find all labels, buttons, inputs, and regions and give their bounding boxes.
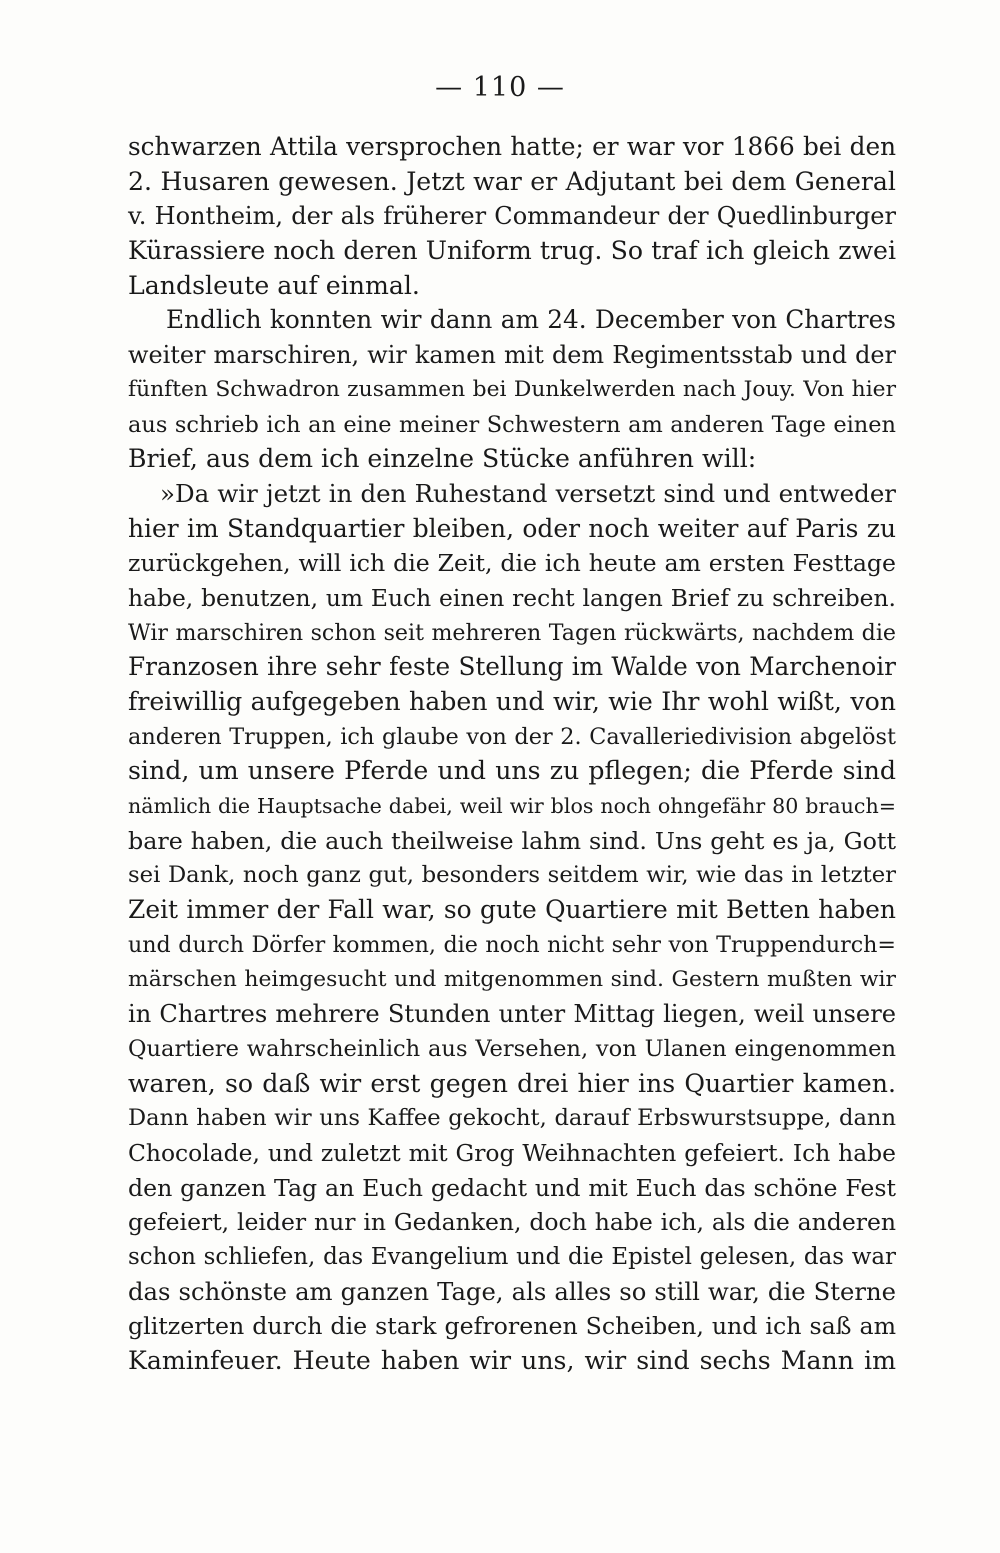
text-line: Zeit immer der Fall war, so gute Quartiere mit Betten haben [128,895,896,925]
text-line: v. Hontheim, der als früherer Commandeur der Quedlinburger [128,202,896,231]
text-line: das schönste am ganzen Tage, als alles so still war, die Sterne [128,1276,896,1306]
text-line: bare haben, die auch theilweise lahm sind. Uns geht es ja, Gott [128,826,896,855]
text-line: Quartiere wahrscheinlich aus Versehen, von Ulanen eingenommen [128,1035,896,1062]
text-line: Wir marschiren schon seit mehreren Tagen rückwärts, nachdem die [128,619,896,646]
text-line: sind, um unsere Pferde und uns zu pflegen; die Pferde sind [128,756,896,786]
text-line-paragraph-start: Endlich konnten wir dann am 24. December von Chartres [166,305,896,335]
text-line: zurückgehen, will ich die Zeit, die ich heute am ersten Festtage [128,549,896,578]
text-line: sei Dank, noch ganz gut, besonders seitdem wir, wie das in letzter [128,862,896,889]
text-line: Chocolade, und zuletzt mit Grog Weihnachten gefeiert. Ich habe [128,1138,896,1167]
text-line: märschen heimgesucht und mitgenommen sind. Gestern mußten wir [128,966,896,992]
text-line: habe, benutzen, um Euch einen recht langen Brief zu schreiben. [128,583,896,612]
text-line: Kürassiere noch deren Uniform trug. So traf ich gleich zwei [128,236,896,266]
text-line: Dann haben wir uns Kaffee gekocht, darauf Erbswurstsuppe, dann [128,1105,896,1132]
text-line: aus schrieb ich an eine meiner Schwestern am anderen Tage einen [128,411,896,438]
text-line: den ganzen Tag an Euch gedacht und mit Euch das schöne Fest [128,1173,896,1202]
text-line: freiwillig aufgegeben haben und wir, wie Ihr wohl wißt, von [128,687,896,716]
text-line: nämlich die Hauptsache dabei, weil wir blos noch ohngefähr 80 brauch= [128,794,896,819]
text-line: schwarzen Attila versprochen hatte; er war vor 1866 bei den [128,132,896,161]
text-line: Landsleute auf einmal. [128,270,420,300]
text-line-quote-start: »Da wir jetzt in den Ruhestand versetzt sind und entweder [160,478,896,508]
text-line: waren, so daß wir erst gegen drei hier ins Quartier kamen. [128,1068,896,1098]
text-line: weiter marschiren, wir kamen mit dem Regimentsstab und der [128,341,896,370]
text-line: Brief, aus dem ich einzelne Stücke anführen will: [128,444,757,474]
text-line: 2. Husaren gewesen. Jetzt war er Adjutant bei dem General [128,166,896,196]
text-line: schon schliefen, das Evangelium und die Epistel gelesen, das war [128,1244,896,1270]
text-line: gefeiert, leider nur in Gedanken, doch habe ich, als die anderen [128,1208,896,1237]
text-line: anderen Truppen, ich glaube von der 2. Cavalleriedivision abgelöst [128,723,896,750]
text-line: und durch Dörfer kommen, die noch nicht sehr von Truppendurch= [128,931,896,958]
text-line: Franzosen ihre sehr feste Stellung im Walde von Marchenoir [128,652,896,682]
text-line: glitzerten durch die stark gefrorenen Scheiben, und ich saß am [128,1312,896,1341]
text-line: hier im Standquartier bleiben, oder noch weiter auf Paris zu [128,513,896,543]
page-number: — 110 — [435,72,565,103]
body-text [128,130,896,1379]
text-line: Kaminfeuer. Heute haben wir uns, wir sind sechs Mann im [128,1346,896,1376]
text-line: in Chartres mehrere Stunden unter Mittag liegen, weil unsere [128,1000,896,1029]
text-line: fünften Schwadron zusammen bei Dunkelwerden nach Jouy. Von hier [128,376,896,402]
